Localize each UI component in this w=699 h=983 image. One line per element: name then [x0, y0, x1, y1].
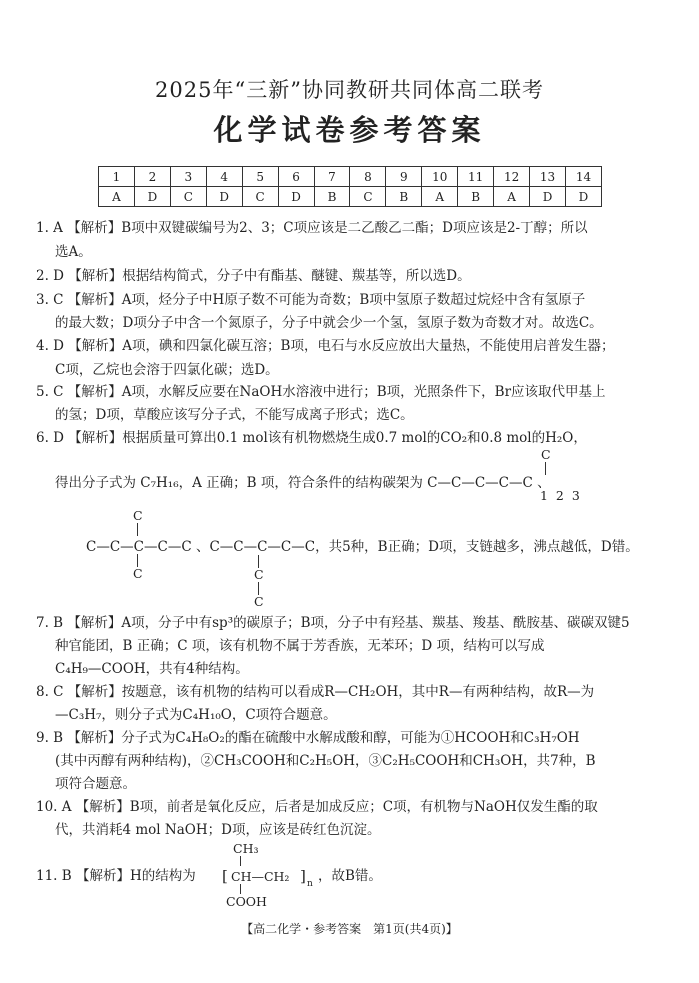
question-number-cell: 3: [170, 167, 206, 187]
poly-subscript-n: n: [307, 879, 313, 889]
answer-cell: A: [422, 187, 458, 207]
q6-line2: 得出分子式为 C₇H₁₆，A 正确；B 项，符合条件的结构碳架为 C—C—C—C—C 、: [55, 475, 551, 491]
q1-line1: 1. A 【解析】B项中双键碳编号为2、3；C项应该是二乙酸乙二酯；D项应该是2-丁醇；所以: [36, 220, 588, 236]
question-number-row: [99, 167, 602, 187]
question-number-cell: 9: [386, 167, 422, 187]
answer-cell: D: [206, 187, 242, 207]
poly-carboxyl: COOH: [226, 894, 267, 909]
question-number-cell: 4: [206, 167, 242, 187]
question-number-cell: 1: [99, 167, 135, 187]
question-number-cell: 5: [242, 167, 278, 187]
poly-repeat-unit: CH—CH₂: [231, 869, 290, 884]
q4-line1: 4. D 【解析】A项，碘和四氯化碳互溶；B项，电石与水反应放出大量热，不能使用启普发生器；: [36, 338, 615, 354]
q4-line2: C项，乙烷也会溶于四氯化碳；选D。: [55, 362, 279, 378]
q11-prefix: 11. B 【解析】H的结构为: [36, 868, 196, 884]
q2-line1: 2. D 【解析】根据结构简式，分子中有酯基、醚键、羰基等，所以选D。: [36, 268, 471, 284]
poly-methyl: CH₃: [233, 841, 259, 856]
q8-line2: —C₃H₇，则分子式为C₄H₁₀O，C项符合题意。: [55, 707, 337, 723]
q8-line1: 8. C 【解析】按题意，该有机物的结构可以看成R—CH₂OH，其中R—有两种结构，故R—为: [36, 684, 595, 700]
question-number-cell: 6: [278, 167, 314, 187]
q3-line2: 的最大数；D项分子中含一个氮原子，分子中就会少一个氢，氢原子数为奇数才对。故选C。: [55, 315, 603, 331]
page-footer: 【高二化学・参考答案 第1页(共4页)】: [241, 922, 458, 936]
question-number-cell: 11: [458, 167, 494, 187]
answer-row: [99, 187, 602, 207]
s1-locant-numbers: 1 2 3: [540, 488, 582, 503]
answer-cell: B: [314, 187, 350, 207]
q11-suffix: ，故B错。: [318, 868, 382, 884]
answer-cell: B: [386, 187, 422, 207]
poly-bracket-right: ]: [300, 867, 306, 885]
q5-line2: 的氢；D项，草酸应该写分子式，不能写成离子形式；选C。: [55, 407, 414, 423]
q6-line1: 6. D 【解析】根据质量可算出0.1 mol该有机物燃烧生成0.7 mol的CO₂和0.8 mol的H₂O，: [36, 430, 587, 446]
q7-line3: C₄H₉—COOH，共有4种结构。: [55, 661, 249, 677]
q1-line2: 选A。: [55, 244, 92, 260]
s3-branch-carbon-1: C: [254, 567, 264, 582]
answer-cell: D: [530, 187, 566, 207]
q9-line1: 9. B 【解析】分子式为C₄H₈O₂的酯在硫酸中水解成酸和醇，可能为①HCOOH和C₃H₇OH: [36, 730, 580, 746]
question-number-cell: 2: [134, 167, 170, 187]
answer-cell: C: [350, 187, 386, 207]
poly-bracket-left: [: [222, 867, 228, 885]
answer-cell: D: [278, 187, 314, 207]
q5-line1: 5. C 【解析】A项，水解反应要在NaOH水溶液中进行；B项，光照条件下，Br应该取代甲基上: [36, 384, 606, 400]
answer-cell: B: [458, 187, 494, 207]
question-number-cell: 13: [530, 167, 566, 187]
s1-top-carbon: C: [541, 447, 551, 462]
q7-line1: 7. B 【解析】A项，分子中有sp³的碳原子；B项，分子中有羟基、羰基、羧基、酰胺基、碳碳双键5: [36, 615, 630, 631]
s2-bottom-carbon: C: [133, 566, 143, 581]
answer-cell: C: [242, 187, 278, 207]
q3-line1: 3. C 【解析】A项，烃分子中H原子数不可能为奇数；B项中氢原子数超过烷烃中含有氢原子: [36, 292, 586, 308]
q9-line2: (其中丙醇有两种结构)，②CH₃COOH和C₂H₅OH，③C₂H₅COOH和CH₃OH，共7种，B: [55, 753, 596, 769]
q6-line3: C—C—C—C—C 、C—C—C—C—C，共5种，B正确；D项，支链越多，沸点越低，D错。: [86, 539, 639, 555]
answer-cell: D: [134, 187, 170, 207]
poly-bond-down: [240, 884, 241, 894]
question-number-cell: 7: [314, 167, 350, 187]
question-number-cell: 12: [494, 167, 530, 187]
question-number-cell: 14: [565, 167, 601, 187]
q10-line2: 代，共消耗4 mol NaOH；D项，应该是砖红色沉淀。: [55, 822, 381, 838]
q7-line2: 种官能团，B 正确；C 项，该有机物不属于芳香族，无苯环；D 项，结构可以写成: [55, 638, 545, 654]
question-number-cell: 10: [422, 167, 458, 187]
document-title: 化学试卷参考答案: [213, 113, 486, 147]
question-number-cell: 8: [350, 167, 386, 187]
answer-cell: A: [494, 187, 530, 207]
answer-cell: D: [565, 187, 601, 207]
answer-cell: A: [99, 187, 135, 207]
answer-cell: C: [170, 187, 206, 207]
q10-line1: 10. A 【解析】B项，前者是氧化反应，后者是加成反应；C项，有机物与NaOH仅发生酯的取: [36, 799, 598, 815]
s3-branch-carbon-2: C: [254, 594, 264, 609]
answer-table: [98, 166, 602, 207]
exam-title: 2025年“三新”协同教研共同体高二联考: [155, 78, 544, 102]
q9-line3: 项符合题意。: [55, 776, 136, 792]
s2-top-carbon: C: [133, 508, 143, 523]
s2-bond-up: [137, 523, 138, 536]
poly-bond-up: [240, 856, 241, 866]
